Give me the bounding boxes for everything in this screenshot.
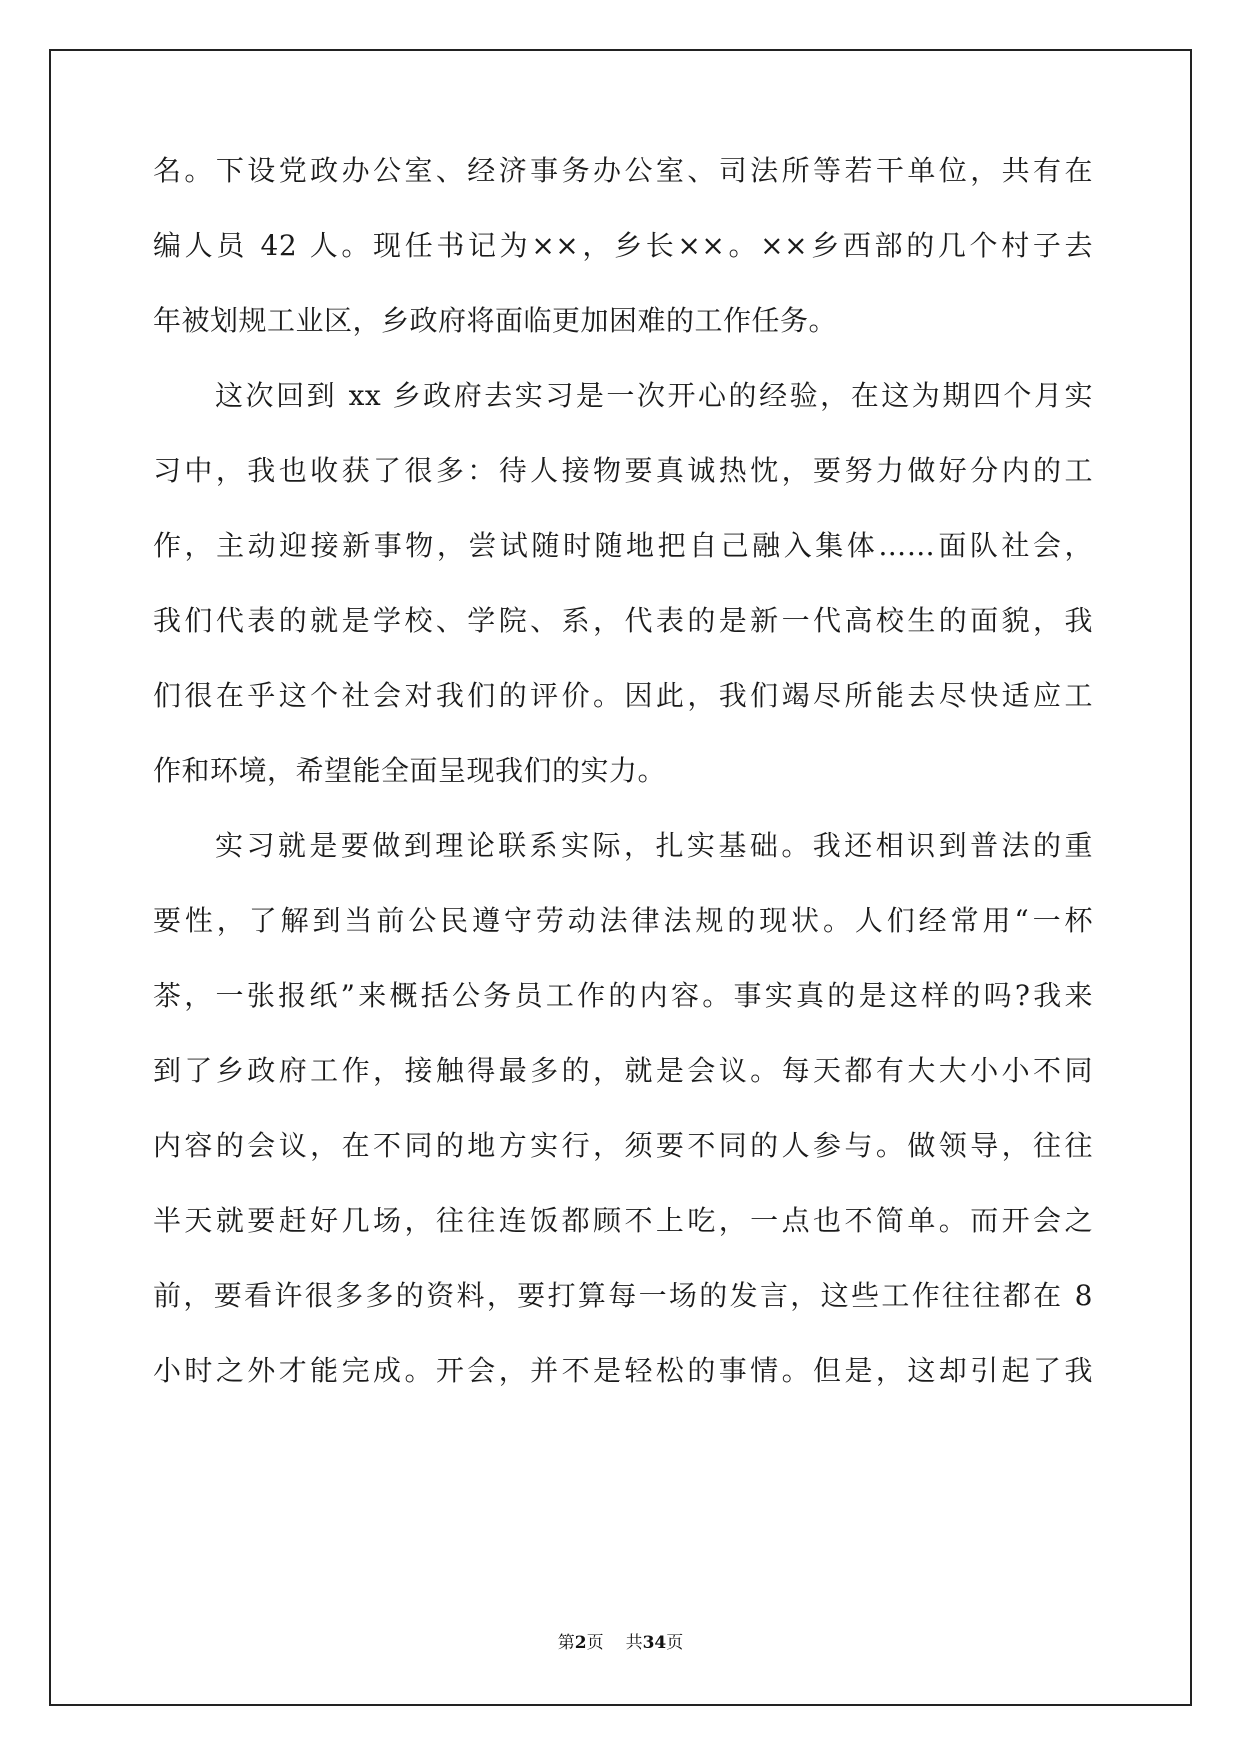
text-line-7: 我们代表的就是学校、学院、系，代表的是新一代高校生的面貌，我 xyxy=(153,604,1093,637)
text-line-13: 到了乡政府工作，接触得最多的，就是会议。每天都有大大小小不同 xyxy=(153,1054,1093,1087)
text-line-14: 内容的会议，在不同的地方实行，须要不同的人参与。做领导，往往 xyxy=(153,1129,1093,1162)
text-line-1: 名。下设党政办公室、经济事务办公室、司法所等若干单位，共有在 xyxy=(153,154,1093,187)
page-suffix: 页 xyxy=(586,1633,604,1653)
text-line-6: 作，主动迎接新事物，尝试随时随地把自己融入集体……面队社会， xyxy=(153,529,1093,562)
page-footer xyxy=(0,1631,1241,1655)
text-line-10: 实习就是要做到理论联系实际，扎实基础。我还相识到普法的重 xyxy=(215,829,1093,862)
text-line-8: 们很在乎这个社会对我们的评价。因此，我们竭尽所能去尽快适应工 xyxy=(153,679,1093,712)
page-number: 2 xyxy=(574,1633,587,1653)
text-line-4: 这次回到 xx 乡政府去实习是一次开心的经验，在这为期四个月实 xyxy=(215,379,1093,412)
text-line-2: 编人员 42 人。现任书记为××，乡长××。××乡西部的几个村子去 xyxy=(153,229,1093,262)
text-line-16: 前，要看许很多多的资料，要打算每一场的发言，这些工作往往都在 8 xyxy=(153,1279,1093,1312)
page-total: 34 xyxy=(642,1633,667,1653)
text-line-15: 半天就要赶好几场，往往连饭都顾不上吃，一点也不简单。而开会之 xyxy=(153,1204,1093,1237)
text-line-5: 习中，我也收获了很多：待人接物要真诚热忱，要努力做好分内的工 xyxy=(153,454,1093,487)
text-line-11: 要性，了解到当前公民遵守劳动法律法规的现状。人们经常用“一杯 xyxy=(153,904,1093,937)
total-prefix: 共 xyxy=(625,1633,643,1653)
total-suffix: 页 xyxy=(666,1633,684,1653)
text-line-12: 茶，一张报纸”来概括公务员工作的内容。事实真的是这样的吗?我来 xyxy=(153,979,1093,1012)
text-line-9: 作和环境，希望能全面呈现我们的实力。 xyxy=(153,754,667,787)
text-line-3: 年被划规工业区，乡政府将面临更加困难的工作任务。 xyxy=(153,304,838,337)
text-line-17: 小时之外才能完成。开会，并不是轻松的事情。但是，这却引起了我 xyxy=(153,1354,1093,1387)
page-border xyxy=(49,49,1192,1706)
page-prefix: 第 xyxy=(557,1633,575,1653)
